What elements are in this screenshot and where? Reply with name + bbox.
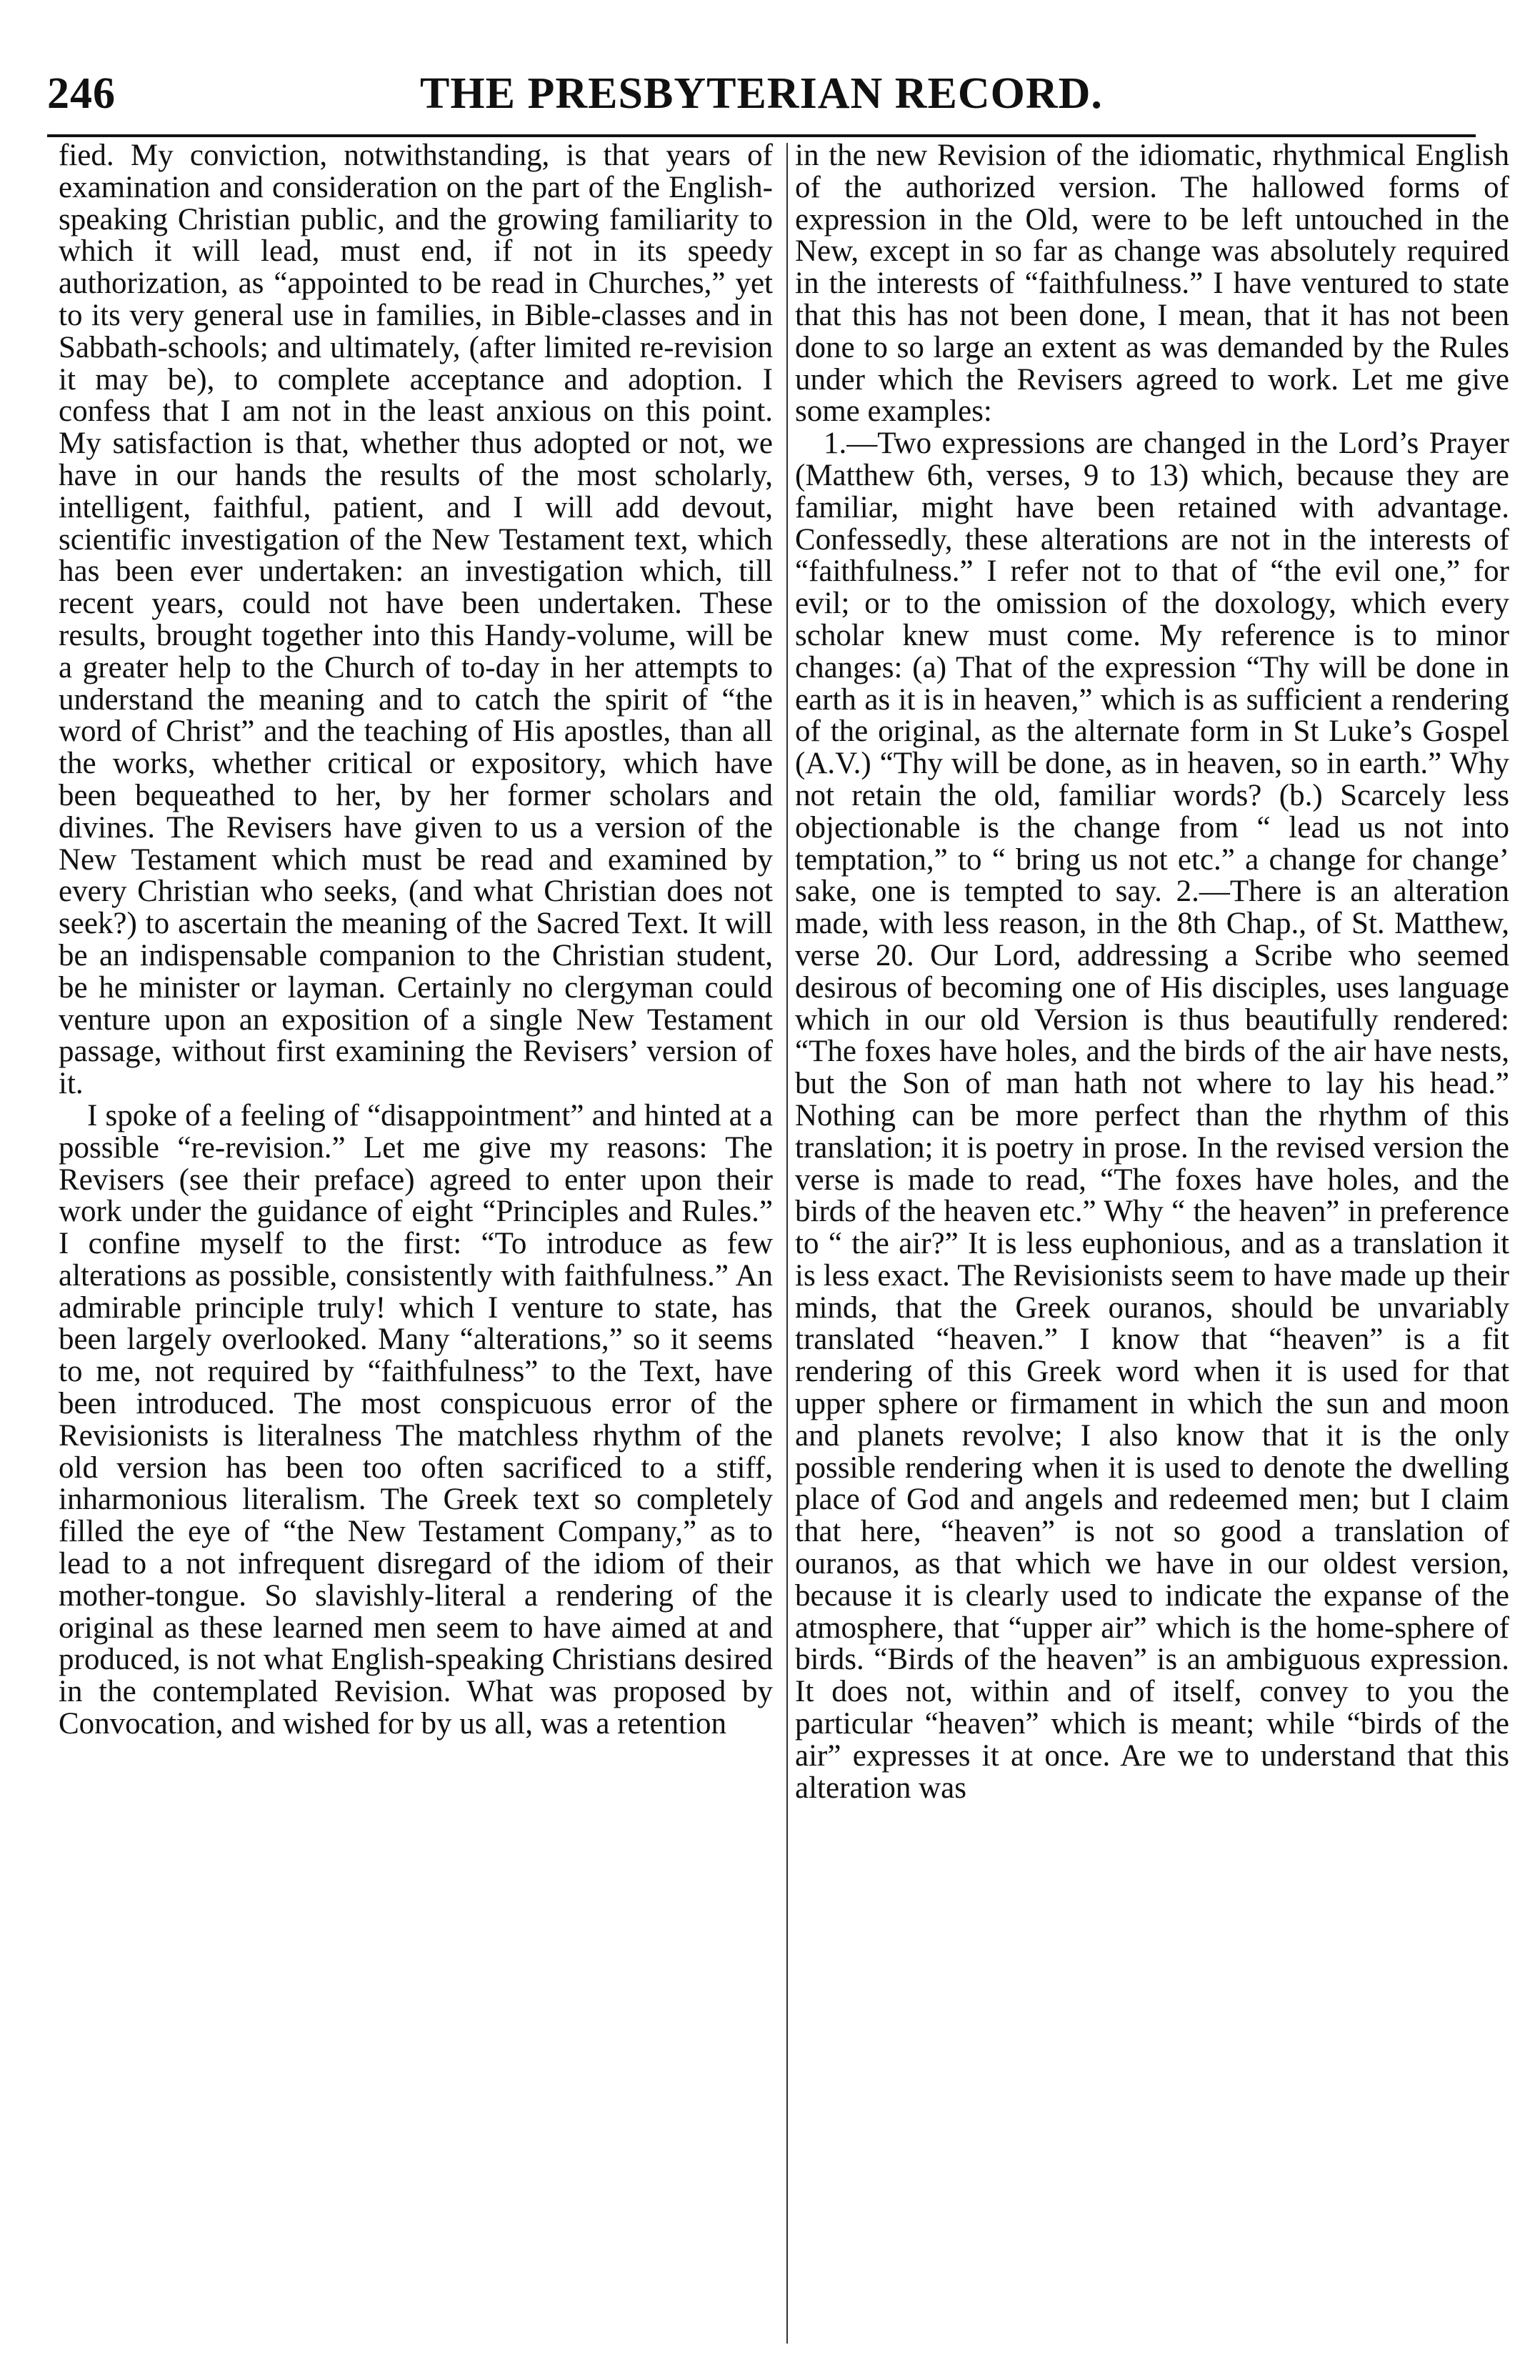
page-number: 246 (47, 69, 116, 118)
journal-title: THE PRESBYTERIAN RECORD. (420, 69, 1103, 118)
page-header (47, 63, 1476, 124)
header-rule (47, 134, 1476, 137)
right-column (795, 140, 1509, 2348)
paragraph: I spoke of a feeling of “disappointment” and hinted at a possible “re-revision.” Let me give my reasons: The Revisers (see their preface) agreed to enter upon their work under the guidance of eight “Principles and Rules.” I confine myself to the first: “To introduce as few alterations as possible, consistently with faithfulness.” An admirable principle truly! which I venture to state, has been largely overlooked. Many “alterations,” so it seems to me, not required by “faithfulness” to the Text, have been introduced. The most conspicuous error of the Revisionists is literalness The matchless rhythm of the old version has been too often sacrificed to a stiff, inharmonious literalism. The Greek text so completely filled the eye of “the New Testament Company,” as to lead to a not infrequent disregard of the idiom of their mother-tongue. So slavishly-literal a rendering of the original as these learned men seem to have aimed at and produced, is not what English-speaking Christians desired in the contemplated Revision. What was proposed by Convocation, and wished for by us all, was a retention (59, 1098, 773, 1741)
paragraph: in the new Revision of the idiomatic, rhythmical English of the authorized version. The hallowed forms of expression in the Old, were to be left untouched in the New, except in so far as change was absolutely required in the interests of “faithfulness.” I have ventured to state that this has not been done, I mean, that it has not been done to so large an extent as was demanded by the Rules under which the Revisers agreed to work. Let me give some examples: (795, 140, 1509, 429)
left-column (59, 140, 773, 2348)
paragraph: 1.—Two expressions are changed in the Lord’s Prayer (Matthew 6th, verses, 9 to 13) which, because they are familiar, might have been retained with advantage. Confessedly, these alterations are not in the interests of “faithfulness.” I refer not to that of “the evil one,” for evil; or to the omission of the doxology, which every scholar knew must come. My reference is to minor changes: (a) That of the expression “Thy will be done in earth as it is in heaven,” which is as sufficient a rendering of the original, as the alternate form in St Luke’s Gospel (A.V.) “Thy will be done, as in heaven, so in earth.” Why not retain the old, familiar words? (b.) Scarcely less objectionable is the change from “ lead us not into temptation,” to “ bring us not etc.” a change for change’ sake, one is tempted to say. 2.—There is an alteration made, with less reason, in the 8th Chap., of St. Matthew, verse 20. Our Lord, addressing a Scribe who seemed desirous of becoming one of His disciples, uses language which in our old Version is thus beautifully rendered: “The foxes have holes, and the birds of the air have nests, but the Son of man hath not where to lay his head.” Nothing can be more perfect than the rhythm of this translation; it is poetry in prose. In the revised version the verse is made to read, “The foxes have holes, and the birds of the heaven etc.” Why “ the heaven” in preference to “ the air?” It is less euphonious, and as a translation it is less exact. The Revisionists seem to have made up their minds, that the Greek ouranos, should be unvariably translated “heaven.” I know that “heaven” is a fit rendering of this Greek word when it is used for that upper sphere or firmament in which the sun and moon and planets revolve; I also know that it is the only possible rendering when it is used to denote the dwelling place of God and angels and redeemed men; but I claim that here, “heaven” is not so good a translation of ouranos, as that which we have in our oldest version, because it is clearly used to indicate the expanse of the atmosphere, that “upper air” which is the home-sphere of birds. “Birds of the heaven” is an ambiguous expression. It does not, within and of itself, convey to you the particular “heaven” which is meant; while “birds of the air” expresses it at once. Are we to understand that this alteration was (795, 427, 1509, 1805)
paragraph: fied. My conviction, notwithstanding, is that years of examination and consideration on the part of the English-speaking Christian public, and the growing familiarity to which it will lead, must end, if not in its speedy authorization, as “appointed to be read in Churches,” yet to its very general use in families, in Bible-classes and in Sabbath-schools; and ultimately, (after limited re-revision it may be), to complete acceptance and adoption. I confess that I am not in the least anxious on this point. My satisfaction is that, whether thus adopted or not, we have in our hands the results of the most scholarly, intelligent, faithful, patient, and I will add devout, scientific investigation of the New Testament text, which has been ever undertaken: an investigation which, till recent years, could not have been undertaken. These results, brought together into this Handy-volume, will be a greater help to the Church of to-day in her attempts to understand the meaning and to catch the spirit of “the word of Christ” and the teaching of His apostles, than all the works, whether critical or expository, which have been bequeathed to her, by her former scholars and divines. The Revisers have given to us a version of the New Testament which must be read and examined by every Christian who seeks, (and what Christian does not seek?) to ascertain the meaning of the Sacred Text. It will be an indispensable companion to the Christian student, be he minister or layman. Certainly no clergyman could venture upon an exposition of a single New Testament passage, without first examining the Revisers’ version of it. (59, 140, 773, 1101)
column-rule (786, 143, 788, 2344)
